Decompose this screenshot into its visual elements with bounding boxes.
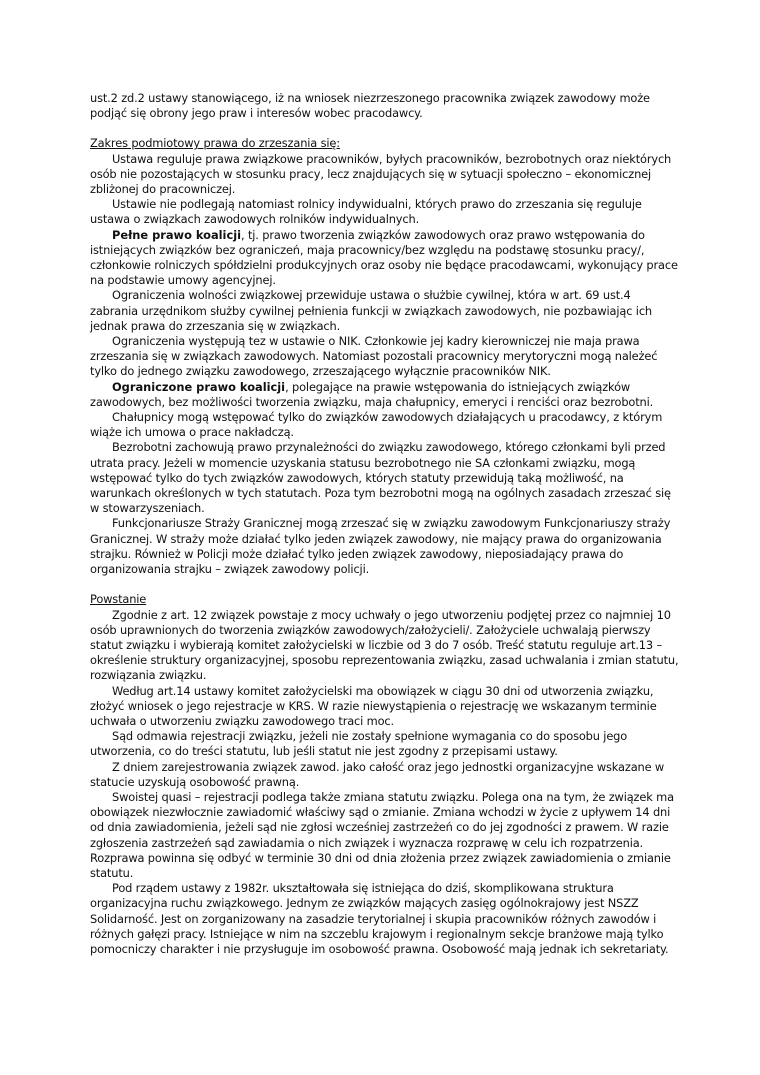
bold-term: Pełne prawo koalicji — [112, 227, 242, 242]
paragraph: Chałupnicy mogą wstępować tylko do związków zawodowych działających u pracodawcy, z którym wiąże ich umowa o prace nakładczą. — [90, 410, 663, 440]
paragraph: Funkcjonariusze Straży Granicznej mogą zrzeszać się w związku zawodowym Funkcjonariuszy straży Granicznej. W straży może działać tylko jeden związek zawodowy, nie mający prawa do organizowania strajku. Również w Policji może działać tylko jeden związek zawodowy, nieposiadający prawa do organizowania strajku – związek zawodowy policji. — [90, 516, 671, 577]
paragraph: Ustawie nie podlegają natomiast rolnicy indywidualni, których prawo do zrzeszania się reguluje ustawa o związkach zawodowych rolników indywidualnych. — [90, 197, 642, 227]
paragraph: Sąd odmawia rejestracji związku, jeżeli nie zostały spełnione wymagania co do sposobu jego utworzenia, co do treści statutu, lub jeśli statut nie jest zgodny z przepisami ustawy. — [90, 729, 628, 759]
paragraph: Swoistej quasi – rejestracji podlega także zmiana statutu związku. Polega ona na tym, że związek ma obowiązek niezwłocznie zawiadomić właściwy sąd o zmianie. Zmiana wchodzi w życie z upływem 14 dni od dnia zawiadomienia, jeżeli sąd nie zgłosi wcześniej zastrzeżeń co do jej zgodności z prawem. W razie zgłoszenia zastrzeżeń sąd zawiadamia o nich związek i wyznacza rozprawę w celu ich rozpatrzenia. Rozprawa powinna się odbyć w terminie 30 dni od dnia złożenia przez związek zawiadomienia o zmianie statutu. — [90, 789, 674, 880]
paragraph: Ustawa reguluje prawa związkowe pracowników, byłych pracowników, bezrobotnych oraz niektórych osób nie pozostających w stosunku pracy, lecz znajdujących się w sytuacji społeczno – ekonomicznej zbliżonej do pracowniczej. — [90, 151, 672, 197]
bold-term: Ograniczone prawo koalicji — [112, 379, 286, 394]
spacer — [90, 121, 680, 136]
intro-paragraph: ust.2 zd.2 ustawy stanowiącego, iż na wniosek niezrzeszonego pracownika związek zawodowy może podjąć się obrony jego praw i interesów wobec pracodawcy. — [90, 91, 650, 121]
section-heading-scope: Zakres podmiotowy prawa do zrzeszania się: — [90, 136, 340, 151]
document-page — [90, 91, 680, 957]
paragraph: Z dniem zarejestrowania związek zawod. jako całość oraz jego jednostki organizacyjne wskazane w statucie uzyskują osobowość prawną. — [90, 759, 665, 789]
paragraph-text: , polegające na prawie wstępowania do istniejących związków zawodowych, bez możliwości tworzenia związku, maja chałupnicy, emeryci i renciści oraz bezrobotni. — [90, 379, 654, 409]
paragraph — [90, 380, 680, 410]
paragraph-text: , tj. prawo tworzenia związków zawodowych oraz prawo wstępowania do istniejących związków bez ograniczeń, maja pracownicy/bez względu na podstawę stosunku pracy/, członkowie rolniczych spółdzielni produkcyjnych oraz osoby nie będące pracodawcami, wykonujący prace na podstawie umowy agencyjnej. — [90, 227, 678, 288]
paragraph: Pod rządem ustawy z 1982r. ukształtowała się istniejąca do dziś, skomplikowana struktura organizacyjna ruchu związkowego. Jednym ze związków mających zasięg ogólnokrajowy jest NSZZ Solidarność. Jest on zorganizowany na zasadzie terytorialnej i skupia pracowników różnych zawodów i różnych gałęzi pracy. Istniejące w nim na szczeblu krajowym i regionalnym sekcje branżowe mają tylko pomocniczy charakter i nie przysługuje im osobowość prawna. Osobowość mają jednak ich sekretariaty. — [90, 881, 669, 956]
paragraph: Ograniczenia występują tez w ustawie o NIK. Członkowie jej kadry kierowniczej nie maja prawa zrzeszania się w związkach zawodowych. Natomiast pozostali pracownicy merytoryczni mogą należeć tylko do jednego związku zawodowego, zrzeszającego wyłącznie pracowników NIK. — [90, 334, 658, 379]
paragraph: Zgodnie z art. 12 związek powstaje z mocy uchwały o jego utworzeniu podjętej przez co najmniej 10 osób uprawnionych do tworzenia związków zawodowych/założycieli/. Założyciele uchwalają pierwszy statut związku i wybierają komitet założycielski w liczbie od 3 do 7 osób. Treść statutu reguluje art.13 – określenie struktury organizacyjnej, sposobu reprezentowania związku, zasad uchwalania i zmian statutu, rozwiązania związku. — [90, 607, 679, 683]
section-heading-creation: Powstanie — [90, 592, 147, 607]
paragraph: Ograniczenia wolności związkowej przewiduje ustawa o służbie cywilnej, która w art. 69 ust.4 zabrania urzędnikom służby cywilnej pełnienia funkcji w związkach zawodowych, nie pozbawiając ich jednak prawa do zrzeszania się w związkach. — [90, 288, 652, 333]
spacer — [90, 577, 680, 592]
paragraph: Bezrobotni zachowują prawo przynależności do związku zawodowego, którego członkami byli przed utrata pracy. Jeżeli w momencie uzyskania statusu bezrobotnego nie SA członkami związku, mogą wstępować tylko do tych związków zawodowych, których statuty przewidują taką możliwość, na warunkach określonych w tych statutach. Poza tym bezrobotni mogą na ogólnych zasadach zrzeszać się w stowarzyszeniach. — [90, 440, 671, 516]
paragraph — [90, 228, 680, 289]
paragraph: Według art.14 ustawy komitet założycielski ma obowiązek w ciągu 30 dni od utworzenia związku, złożyć wniosek o jego rejestracje w KRS. W razie niewystąpienia o rejestrację we wskazanym terminie uchwała o utworzeniu związku zawodowego traci moc. — [90, 683, 657, 728]
